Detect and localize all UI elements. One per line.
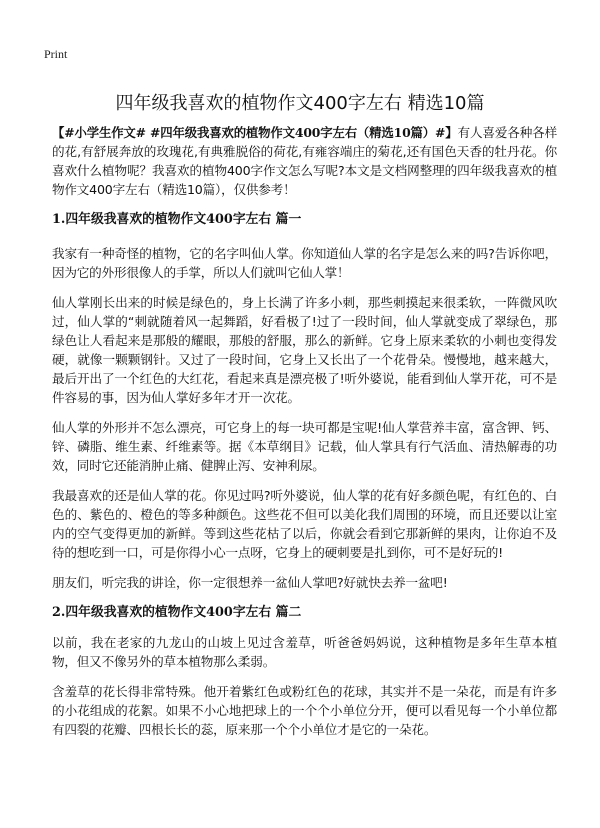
intro-paragraph — [52, 123, 557, 199]
section-heading-2: 2.四年级我喜欢的植物作文400字左右 篇二 — [52, 605, 302, 620]
intro-text: 有人喜爱各种各样的花,有舒展奔放的玫瑰花,有典雅脱俗的荷花,有雍容端庄的菊花,还有国色天香的牡丹花。你喜欢什么植物呢？我喜欢的植物400字作文怎么写呢?本文是文档网整理的四年级我喜欢的植物作文400字左右（精选10篇），仅供参考！ — [52, 125, 557, 197]
section-heading-1: 1.四年级我喜欢的植物作文400字左右 篇一 — [52, 212, 302, 227]
page-title: 四年级我喜欢的植物作文400字左右 精选10篇 — [115, 93, 485, 115]
paragraph: 仙人掌刚长出来的时候是绿色的，身上长满了许多小刺，那些刺摸起来很柔软，一阵微风吹过，仙人掌的“刺就随着风一起舞蹈，好看极了!过了一段时间，仙人掌就变成了翠绿色，那绿色让人看起来是那般的耀眼，那般的舒服，那么的新鲜。它身上原来柔软的小刺也变得发硬，就像一颗颗钢针。又过了一段时间，它身上又长出了一个花骨朵。慢慢地，越来越大，最后开出了一个红色的大红花，看起来真是漂亮极了!听外婆说，能看到仙人掌开花，可不是件容易的事，因为仙人掌好多年才开一次花。 — [52, 295, 557, 405]
paragraph: 以前，我在老家的九龙山的山坡上见过含羞草，听爸爸妈妈说，这种植物是多年生草本植物，但又不像另外的草本植物那么柔弱。 — [52, 635, 557, 669]
paragraph: 仙人掌的外形并不怎么漂亮，可它身上的每一块可都是宝呢!仙人掌营养丰富，富含钾、钙、锌、磷脂、维生素、纤维素等。据《本草纲目》记载，仙人掌具有行气活血、清热解毒的功效，同时它还能消肿止痛、健脾止泻、安神利尿。 — [52, 420, 557, 473]
print-link[interactable]: Print — [44, 47, 68, 61]
paragraph: 含羞草的花长得非常特殊。他开着紫红色或粉红色的花球，其实并不是一朵花，而是有许多的小花组成的花絮。如果不小心地把球上的一个个小单位分开，便可以看见每一个小单位都有四裂的花瓣、四根长长的蕊，原来那一个个小单位才是它的一朵花。 — [52, 684, 557, 737]
article-body — [52, 123, 557, 739]
paragraph: 我家有一种奇怪的植物，它的名字叫仙人掌。你知道仙人掌的名字是怎么来的吗?告诉你吧，因为它的外形很像人的手掌，所以人们就叫它仙人掌！ — [52, 246, 557, 280]
paragraph: 我最喜欢的还是仙人掌的花。你见过吗?听外婆说，仙人掌的花有好多颜色呢，有红色的、白色的、紫色的、橙色的等多种颜色。这些花不但可以美化我们周围的环境，而且还要以让室内的空气变得更加的新鲜。等到这些花枯了以后，你就会看到它那新鲜的果肉，让你迫不及待的想吃到一口，可是你得小心一点呀，它身上的硬刺要是扎到你，可不是好玩的! — [52, 488, 557, 560]
intro-tags: 【#小学生作文# #四年级我喜欢的植物作文400字左右（精选10篇）#】 — [52, 125, 458, 140]
paragraph: 朋友们，听完我的讲诠，你一定很想养一盆仙人掌吧?好就快去养一盆吧! — [52, 575, 448, 590]
